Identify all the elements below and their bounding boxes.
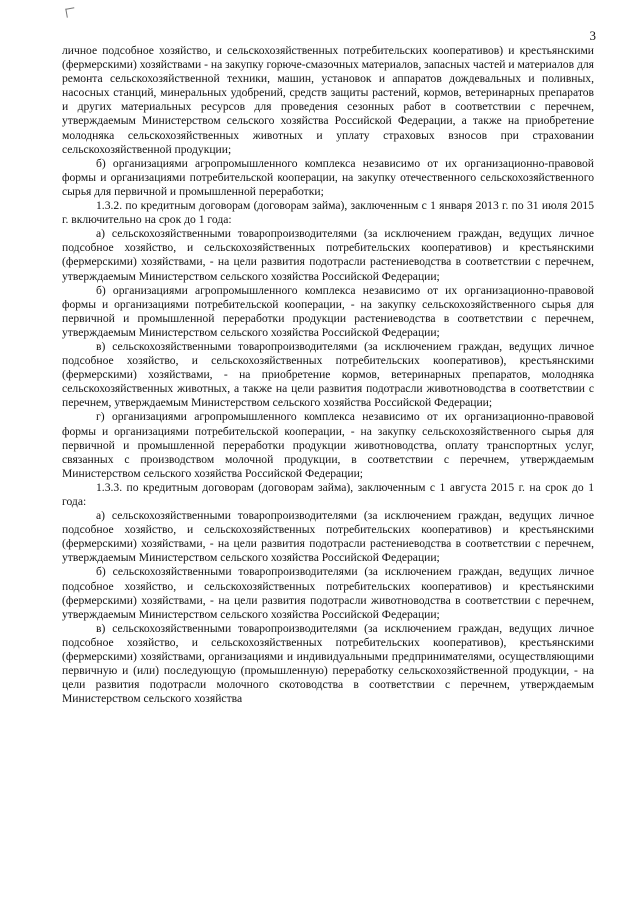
- paragraph-1-3-2: 1.3.2. по кредитным договорам (договорам займа), заключенным с 1 января 2013 г. по 31 июля 2015 г. включительно на срок до 1 года:: [62, 199, 594, 227]
- paragraph-1-3-2-a: а) сельскохозяйственными товаропроизводителями (за исключением граждан, ведущих личное подсобное хозяйство, и сельскохозяйственных потребительских кооперативов) и крестьянскими (фермерскими) хозяйствами, - на цели развития подотрасли растениеводства в соответствии с перечнем, утверждаемым Министерством сельского хозяйства Российской Федерации;: [62, 227, 594, 283]
- corner-mark: [65, 7, 75, 17]
- paragraph-1-3-3: 1.3.3. по кредитным договорам (договорам займа), заключенным с 1 августа 2015 г. на срок до 1 года:: [62, 480, 594, 508]
- paragraph-1-3-2-b: б) организациями агропромышленного комплекса независимо от их организационно-правовой формы и организациями потребительской кооперации, - на закупку сельскохозяйственного сырья для первичной и промышленной переработки продукции растениеводства в соответствии с перечнем, утверждаемым Министерством сельского хозяйства Российской Федерации;: [62, 283, 594, 339]
- paragraph-1-3-3-a: а) сельскохозяйственными товаропроизводителями (за исключением граждан, ведущих личное подсобное хозяйство, и сельскохозяйственных потребительских кооперативов) и крестьянскими (фермерскими) хозяйствами, - на цели развития подотрасли растениеводства в соответствии с перечнем, утверждаемым Министерством сельского хозяйства Российской Федерации;: [62, 509, 594, 565]
- paragraph-1-3-2-v: в) сельскохозяйственными товаропроизводителями (за исключением граждан, ведущих личное подсобное хозяйство, и сельскохозяйственных потребительских кооперативов), крестьянскими (фермерскими) хозяйствами, - на приобретение кормов, ветеринарных препаратов, молодняка сельскохозяйственных животных, а также на цели развития подотрасли животноводства в соответствии с перечнем, утверждаемым Министерством сельского хозяйства Российской Федерации;: [62, 339, 594, 410]
- page-number: 3: [589, 28, 596, 43]
- paragraph-1-3-1-b: б) организациями агропромышленного комплекса независимо от их организационно-правовой формы и организациями потребительской кооперации, на закупку отечественного сельскохозяйственного сырья для первичной и промышленной переработки;: [62, 156, 594, 198]
- paragraph-1-3-3-v: в) сельскохозяйственными товаропроизводителями (за исключением граждан, ведущих личное подсобное хозяйство, и сельскохозяйственных потребительских кооперативов), крестьянскими (фермерскими) хозяйствами, организациями и индивидуальными предпринимателями, осуществляющими первичную и (или) последующую (промышленную) переработку сельскохозяйственной продукции, - на цели развития подотрасли молочного скотоводства в соответствии с перечнем, утверждаемым Министерством сельского хозяйства: [62, 621, 594, 706]
- document-body: [62, 44, 594, 706]
- paragraph-1-3-2-g: г) организациями агропромышленного комплекса независимо от их организационно-правовой формы и организациями потребительской кооперации, - на закупку сельскохозяйственного сырья для первичной и промышленной переработки продукции животноводства, оплату транспортных услуг, связанных с производством молочной продукции, в соответствии с перечнем, утверждаемым Министерством сельского хозяйства Российской Федерации;: [62, 410, 594, 480]
- paragraph-1-3-3-b: б) сельскохозяйственными товаропроизводителями (за исключением граждан, ведущих личное подсобное хозяйство, и сельскохозяйственных потребительских кооперативов) и крестьянскими (фермерскими) хозяйствами, - на цели развития подотрасли животноводства в соответствии с перечнем, утверждаемым Министерством сельского хозяйства Российской Федерации;: [62, 565, 594, 621]
- paragraph-continuation: личное подсобное хозяйство, и сельскохозяйственных потребительских кооперативов) и крестьянскими (фермерскими) хозяйствами - на закупку горюче-смазочных материалов, запасных частей и материалов для ремонта сельскохозяйственной техники, машин, установок и аппаратов дождевальных и поливных, насосных станций, минеральных удобрений, средств защиты растений, кормов, ветеринарных препаратов и других материальных ресурсов для проведения сезонных работ в соответствии с перечнем, утверждаемым Министерством сельского хозяйства Российской Федерации, а также на приобретение молодняка сельскохозяйственных животных и уплату страховых взносов при страховании сельскохозяйственной продукции;: [62, 44, 594, 156]
